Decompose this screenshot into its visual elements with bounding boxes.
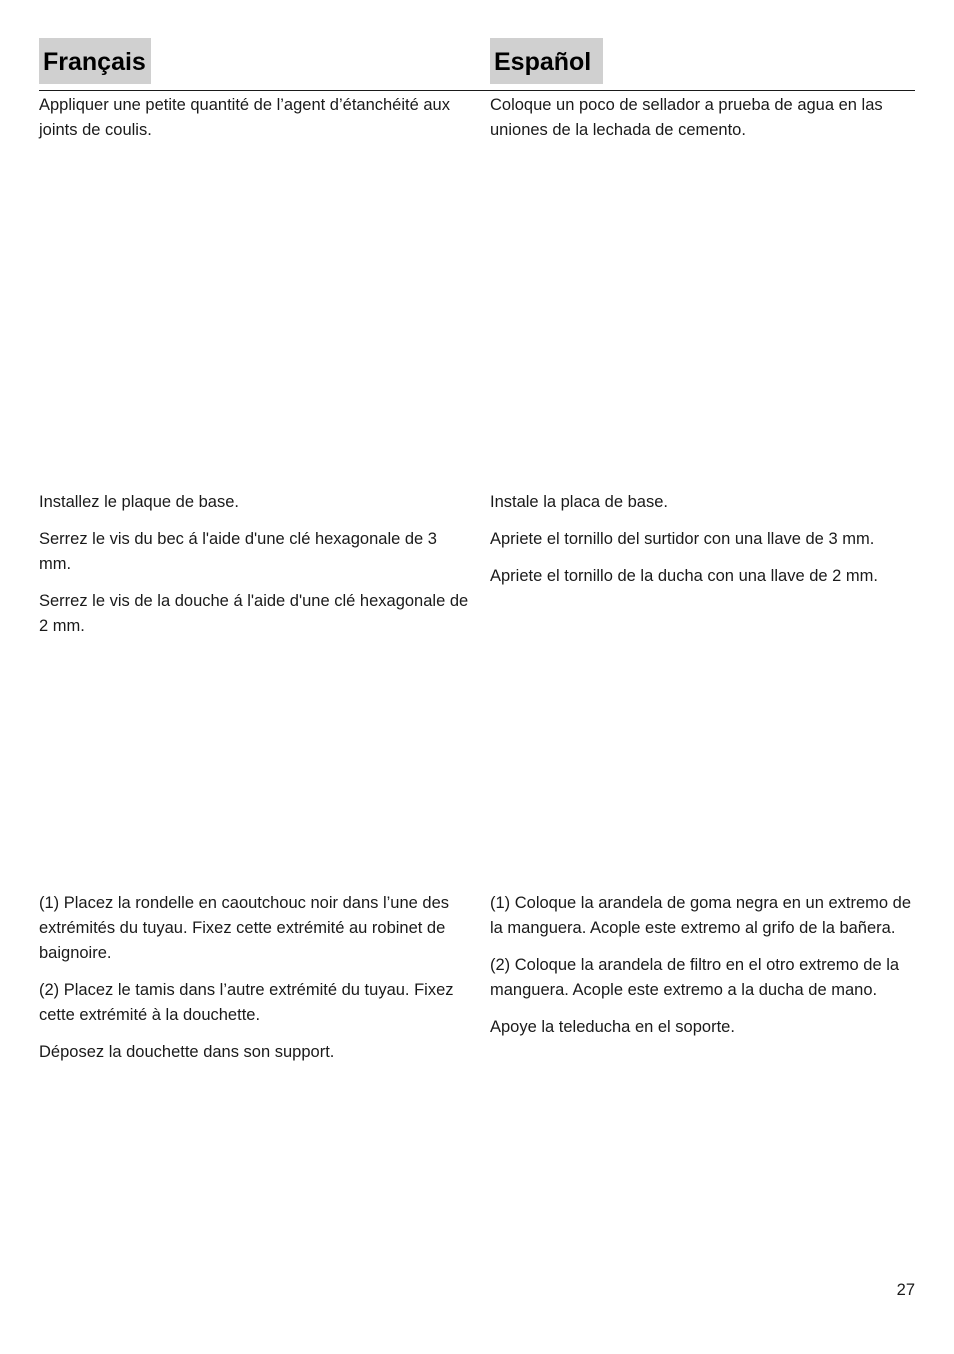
section-2-french: [39, 490, 469, 651]
section-1-spanish: [490, 93, 922, 155]
paragraph: Apriete el tornillo de la ducha con una llave de 2 mm.: [490, 567, 878, 585]
paragraph: Serrez le vis du bec á l'aide d'une clé hexagonale de 3 mm.: [39, 530, 437, 573]
page-number: 27: [896, 1281, 915, 1299]
section-1-french: [39, 93, 469, 155]
paragraph: Coloque un poco de sellador a prueba de agua en las uniones de la lechada de cemento.: [490, 96, 883, 139]
paragraph: Appliquer une petite quantité de l’agent d’étanchéité aux joints de coulis.: [39, 96, 450, 139]
paragraph: (1) Placez la rondelle en caoutchouc noir dans l’une des extrémités du tuyau. Fixez cette extrémité au robinet de baignoire.: [39, 894, 450, 962]
header-divider: [39, 90, 915, 91]
section-3-french: [39, 891, 469, 1077]
paragraph: Apriete el tornillo del surtidor con una llave de 3 mm.: [490, 530, 875, 548]
paragraph: Serrez le vis de la douche á l'aide d'une clé hexagonale de 2 mm.: [39, 592, 469, 635]
paragraph: Installez le plaque de base.: [39, 493, 239, 511]
heading-francais: Français: [39, 38, 151, 84]
paragraph: (2) Coloque la arandela de filtro en el otro extremo de la manguera. Acople este extremo a la ducha de mano.: [490, 956, 900, 999]
paragraph: (2) Placez le tamis dans l’autre extrémité du tuyau. Fixez cette extrémité à la douchette.: [39, 981, 454, 1024]
section-3-spanish: [490, 891, 922, 1052]
paragraph: Déposez la douchette dans son support.: [39, 1043, 335, 1061]
section-2-spanish: [490, 490, 922, 601]
heading-espanol: Español: [490, 38, 603, 84]
paragraph: (1) Coloque la arandela de goma negra en un extremo de la manguera. Acople este extremo al grifo de la bañera.: [490, 894, 912, 937]
paragraph: Instale la placa de base.: [490, 493, 668, 511]
paragraph: Apoye la teleducha en el soporte.: [490, 1018, 735, 1036]
